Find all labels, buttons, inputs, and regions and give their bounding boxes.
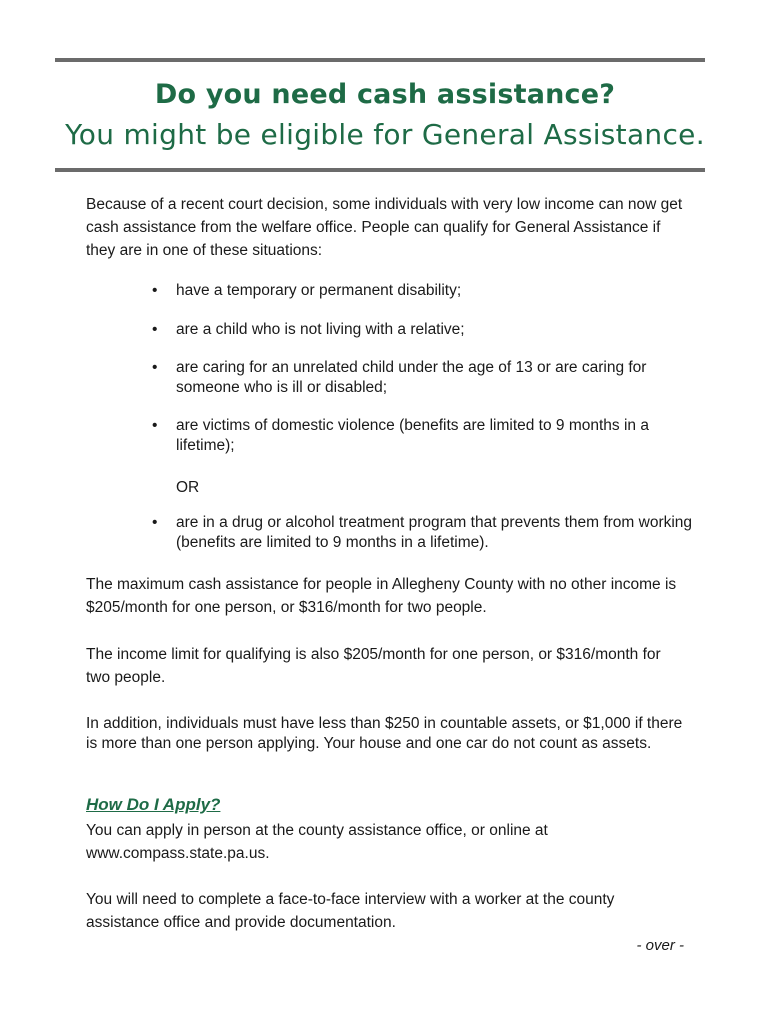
list-item — [140, 281, 700, 301]
intro-paragraph: Because of a recent court decision, some individuals with very low income can now get cash assistance from the welfare office. People can qualify for General Assistance if they are in one of these situations: — [86, 196, 683, 259]
bullet-icon: • — [152, 320, 158, 338]
bullet-icon: • — [152, 359, 158, 376]
situation-text: are a child who is not living with a relative; — [176, 320, 465, 338]
list-item — [140, 358, 700, 397]
interview-paragraph: You will need to complete a face-to-face interview with a worker at the county assistance office and provide documentation. — [86, 891, 615, 931]
assets-paragraph: In addition, individuals must have less than $250 in countable assets, or $1,000 if there is more than one person applying. Your house and one car do not count as assets. — [86, 715, 683, 752]
situations-list — [140, 281, 700, 552]
top-rule — [55, 58, 705, 62]
bullet-icon: • — [152, 417, 158, 434]
situation-text: are victims of domestic violence (benefits are limited to 9 months in a lifetime); — [176, 417, 649, 454]
page-title: Do you need cash assistance? — [154, 79, 616, 110]
or-separator: OR — [176, 479, 200, 496]
list-item — [140, 416, 700, 455]
bullet-icon: • — [152, 282, 158, 299]
income-limit-paragraph: The income limit for qualifying is also $205/month for one person, or $316/month for two people. — [86, 646, 661, 686]
over-indicator: - over - — [636, 937, 684, 954]
page-subtitle: You might be eligible for General Assistance. — [65, 118, 705, 151]
situation-text: have a temporary or permanent disability; — [176, 282, 462, 299]
situation-text: are caring for an unrelated child under the age of 13 or are caring for someone who is ill or disabled; — [176, 359, 647, 396]
apply-online-paragraph: You can apply in person at the county assistance office, or online at www.compass.state.pa.us. — [86, 822, 548, 862]
list-item — [140, 513, 700, 552]
list-item — [140, 320, 700, 340]
bottom-rule — [55, 168, 705, 172]
max-assistance-paragraph: The maximum cash assistance for people in Allegheny County with no other income is $205/month for one person, or $316/month for two people. — [86, 576, 677, 616]
bullet-icon: • — [152, 514, 158, 531]
situation-text: are in a drug or alcohol treatment program that prevents them from working (benefits are limited to 9 months in a lifetime). — [176, 514, 693, 551]
apply-heading: How Do I Apply? — [86, 795, 221, 814]
